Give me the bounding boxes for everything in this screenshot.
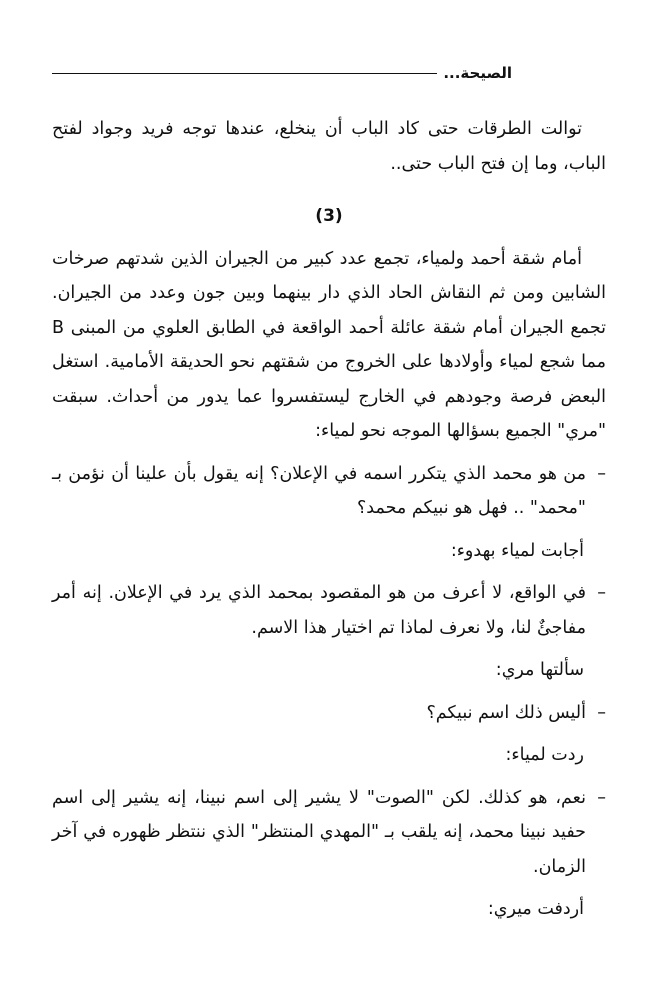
narration-line: سألتها مري: <box>495 660 584 680</box>
section-number: (3) <box>315 206 343 226</box>
narration-line: أجابت لمياء بهدوء: <box>450 540 584 561</box>
dialogue-text: في الواقع، لا أعرف من هو المقصود بمحمد الذي يرد في الإعلان. إنه أمر مفاجئٌ لنا، ولا نعرف لماذا تم اختيار هذا الاسم. <box>52 583 586 638</box>
dialogue-line <box>52 576 606 645</box>
dialogue-dash: – <box>597 583 606 603</box>
paragraph: أمام شقة أحمد ولمياء، تجمع عدد كبير من الجيران الذين شدتهم صرخات الشابين ومن ثم النقاش الحاد الذي دار بينهما وبين جون وعدد من الجيران. تجمع الجيران أمام شقة عائلة أحمد الواقعة في الطابق العلوي من المبنى B مما شجع لمياء وأولادها على الخروج من شقتهم نحو الحديقة الأمامية. استغل البعض فرصة وجودهم في الخارج ليستفسروا عما يدور من أحداث. سبقت "مري" الجميع بسؤالها الموجه نحو لمياء: <box>52 248 606 441</box>
dialogue-line <box>52 781 606 885</box>
narration-line: ردت لمياء: <box>505 745 584 765</box>
dialogue-dash: – <box>597 702 606 723</box>
dialogue-dash: – <box>597 463 606 484</box>
paragraph: توالت الطرقات حتى كاد الباب أن ينخلع، عندها توجه فريد وجواد لفتح الباب، وما إن فتح الباب حتى.. <box>52 119 606 174</box>
dialogue-line <box>52 457 606 526</box>
dialogue-dash: – <box>597 787 606 808</box>
book-page <box>52 0 606 1000</box>
running-head-rule <box>52 73 437 74</box>
running-head-title: الصيحة... <box>443 64 512 82</box>
narration-line: أردفت ميري: <box>487 899 584 919</box>
body-text <box>52 112 606 927</box>
running-head <box>52 62 512 84</box>
dialogue-text: أليس ذلك اسم نبيكم؟ <box>426 702 586 723</box>
dialogue-line <box>52 696 606 731</box>
dialogue-text: نعم، هو كذلك. لكن "الصوت" لا يشير إلى اسم نبينا، إنه يشير إلى اسم حفيد نبينا محمد، إنه يلقب بـ "المهدي المنتظر" الذي ننتظر ظهوره في آخر الزمان. <box>52 787 586 877</box>
dialogue-text: من هو محمد الذي يتكرر اسمه في الإعلان؟ إنه يقول بأن علينا أن نؤمن بـ "محمد" .. فهل هو نبيكم محمد؟ <box>52 463 586 518</box>
